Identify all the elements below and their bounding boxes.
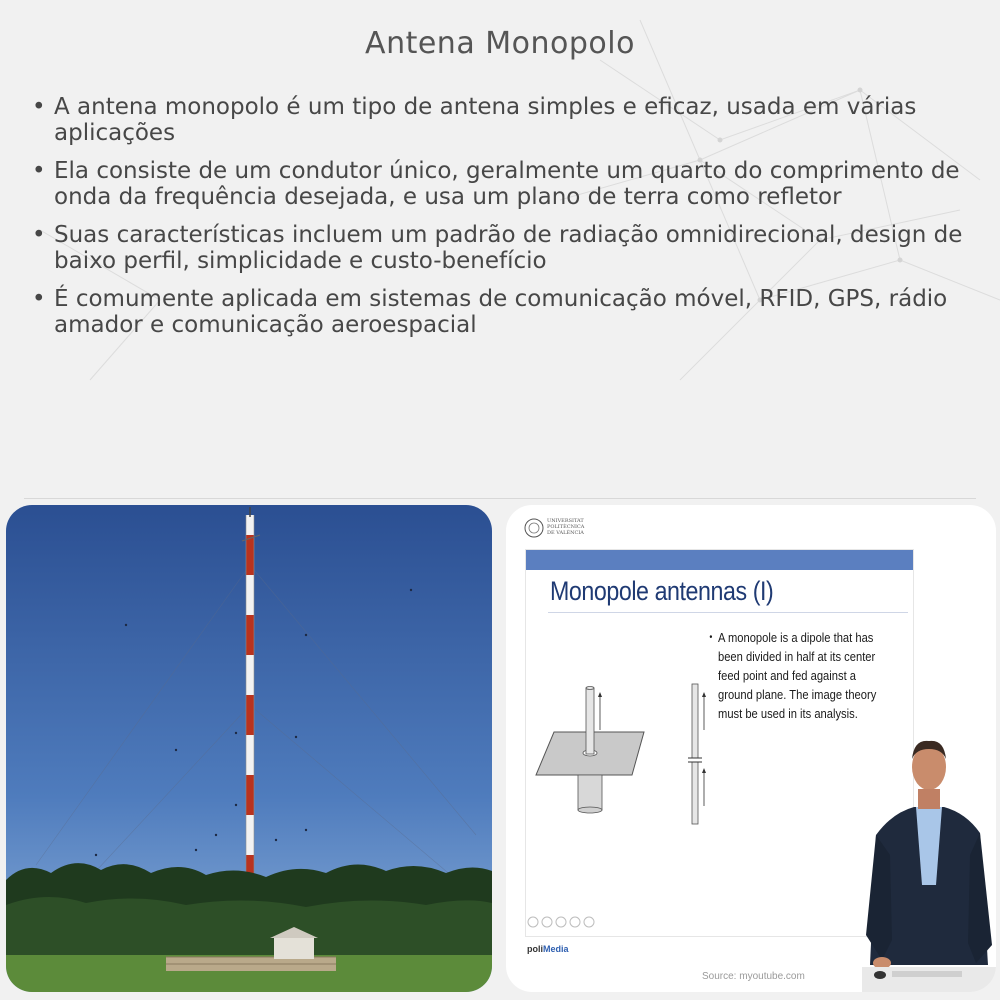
tower-photo [6, 505, 492, 992]
university-logo-icon [524, 517, 544, 539]
bullet-marker: • [32, 222, 46, 248]
bullet-item [30, 222, 980, 274]
bullet-text: É comumente aplicada em sistemas de comunicação móvel, RFID, GPS, rádio amador e comunicação aeroespacial [54, 286, 948, 338]
bullet-item [30, 158, 980, 210]
slide [525, 549, 914, 937]
section-divider [24, 498, 976, 499]
bullet-list [30, 94, 980, 350]
bullet-text: Ela consiste de um condutor único, geralmente um quarto do comprimento de onda da frequência desejada, e usa um plano de terra como refletor [54, 158, 960, 210]
antenna-figures [526, 670, 726, 830]
university-name: UNIVERSITAT POLITÈCNICA DE VALÈNCIA [547, 518, 585, 536]
bullet-item [30, 94, 980, 146]
bullet-text: A antena monopolo é um tipo de antena simples e eficaz, usada em várias aplicações [54, 94, 917, 146]
slide-bullet-marker: • [709, 632, 713, 643]
slide-title-rule [548, 612, 908, 613]
presenter-photo [862, 735, 996, 992]
bullet-text: Suas características incluem um padrão de radiação omnidirecional, design de baixo perfil, simplicidade e custo-benefício [54, 222, 963, 274]
slide-body-text: • A monopole is a dipole that has been divided in half at its center feed point and fed against a ground plane. The image theory must be used in its analysis. [709, 630, 877, 721]
lecture-video-frame [506, 505, 996, 992]
monopole-ground-plane-figure [536, 687, 644, 814]
bullet-item [30, 286, 980, 338]
bullet-marker: • [32, 286, 46, 312]
bullet-marker: • [32, 158, 46, 184]
page-title: Antena Monopolo [365, 26, 635, 61]
polimedia-logo: poliMedia [527, 944, 569, 954]
slide-header-bar [526, 550, 913, 570]
bullet-marker: • [32, 94, 46, 120]
player-controls [527, 915, 597, 929]
dipole-figure [688, 684, 706, 824]
slide-title: Monopole antennas (I) [550, 576, 774, 606]
image-source: Source: myoutube.com [702, 971, 805, 982]
